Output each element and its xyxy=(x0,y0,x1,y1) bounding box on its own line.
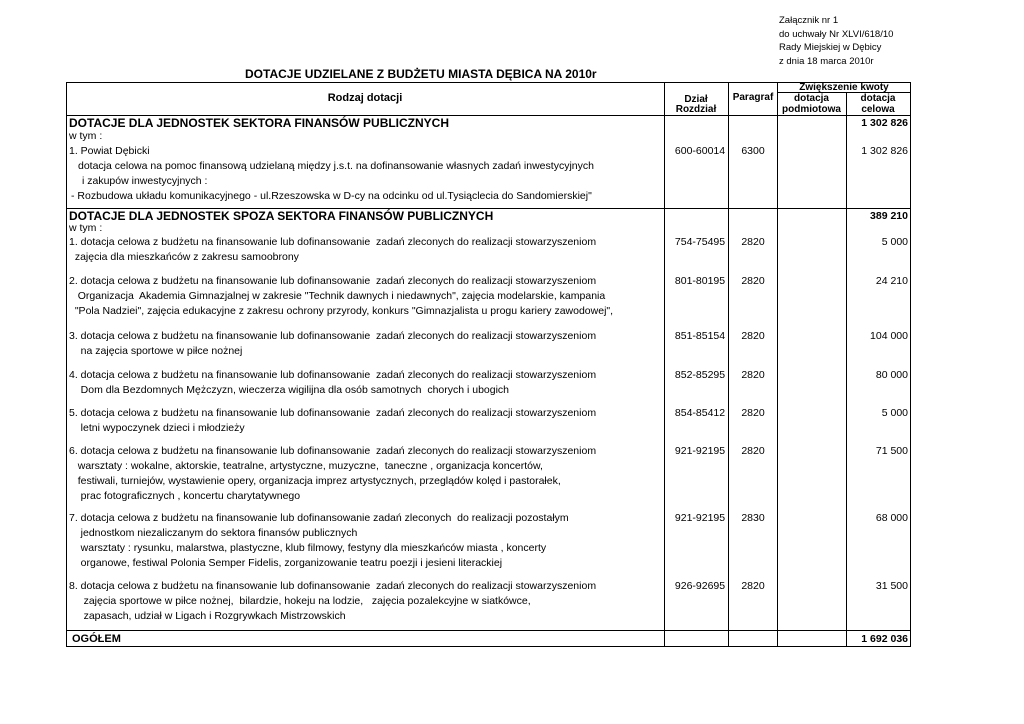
item-dzial: 852-85295 xyxy=(674,369,726,381)
col-line-4 xyxy=(846,92,847,646)
header-podmiotowa-1: dotacja xyxy=(793,93,829,104)
section1-wtym: w tym : xyxy=(69,130,103,142)
section1-title: DOTACJE DLA JEDNOSTEK SEKTORA FINANSÓW PUBLICZNYCH xyxy=(69,116,450,130)
item-paragraf: 2820 xyxy=(741,275,765,287)
item1-line3: i zakupów inwestycyjnych : xyxy=(82,175,208,187)
header-paragraf: Paragraf xyxy=(732,92,774,103)
header-celowa-2: celowa xyxy=(861,104,895,115)
annex-line-3: Rady Miejskiej w Dębicy xyxy=(779,42,882,53)
section2-total: 389 210 xyxy=(870,210,908,222)
header-zwiekszenie: Zwiększenie kwoty xyxy=(799,82,889,93)
section2-wtym: w tym : xyxy=(69,222,103,234)
section-divider-2 xyxy=(66,630,911,631)
header-rozdzial: Rozdział xyxy=(675,104,717,115)
item-line: zajęcia dla mieszkańców z zakresu samoobrony xyxy=(69,251,299,263)
item-paragraf: 2820 xyxy=(741,369,765,381)
item-paragraf: 2820 xyxy=(741,580,765,592)
item-line: "Pola Nadziei", zajęcia edukacyjne z zakresu ochrony przyrody, konkurs "Gimnazjalista u progu kariery zawodowej", xyxy=(69,305,614,317)
item-line: 5. dotacja celowa z budżetu na finansowanie lub dofinansowanie zadań zleconych do realizacji stowarzyszeniom xyxy=(69,407,597,419)
item-amount: 80 000 xyxy=(875,369,908,381)
col-line-2 xyxy=(728,82,729,646)
item-amount: 5 000 xyxy=(881,407,908,419)
header-celowa-1: dotacja xyxy=(860,93,896,104)
col-line-right xyxy=(910,82,911,646)
annex-note xyxy=(779,14,893,68)
item-line: 4. dotacja celowa z budżetu na finansowanie lub dofinansowanie zadań zleconych do realizacji stowarzyszeniom xyxy=(69,369,597,381)
document-title: DOTACJE UDZIELANE Z BUDŻETU MIASTA DĘBICA NA 2010r xyxy=(245,67,597,81)
item1-paragraf: 6300 xyxy=(741,145,765,157)
item-amount: 5 000 xyxy=(881,236,908,248)
header-podmiotowa-2: podmiotowa xyxy=(782,104,841,115)
table-bottom-border xyxy=(66,646,911,647)
item-dzial: 926-92695 xyxy=(674,580,726,592)
col-line-3 xyxy=(777,82,778,646)
item-line: na zajęcia sportowe w piłce nożnej xyxy=(69,345,243,357)
item-paragraf: 2820 xyxy=(741,407,765,419)
item-dzial: 801-80195 xyxy=(674,275,726,287)
item-amount: 71 500 xyxy=(875,445,908,457)
item1-line2: dotacja celowa na pomoc finansową udzielaną między j.s.t. na dofinansowanie własnych zadań inwestycyjnych xyxy=(78,160,594,172)
item-paragraf: 2820 xyxy=(741,445,765,457)
item-line: zapasach, udział w Ligach i Rozgrywkach Mistrzowskich xyxy=(69,610,346,622)
item-dzial: 921-92195 xyxy=(674,445,726,457)
section1-total: 1 302 826 xyxy=(861,117,908,129)
item1-line4: - Rozbudowa układu komunikacyjnego - ul.Rzeszowska w D-cy na odcinku od ul.Tysiąclecia do Sandomierskiej" xyxy=(71,190,592,202)
grand-total-amount: 1 692 036 xyxy=(861,633,908,645)
item-line: jednostkom niezaliczanym do sektora finansów publicznych xyxy=(69,527,358,539)
item-line: Dom dla Bezdomnych Mężczyzn, wieczerza wigilijna dla osób samotnych chorych i ubogich xyxy=(69,384,510,396)
item-dzial: 851-85154 xyxy=(674,330,726,342)
col-line-left xyxy=(66,82,67,646)
annex-line-1: Załącznik nr 1 xyxy=(779,15,839,26)
item-amount: 104 000 xyxy=(870,330,908,342)
item1-amount: 1 302 826 xyxy=(861,145,908,157)
item-line: 1. dotacja celowa z budżetu na finansowanie lub dofinansowanie zadań zleconych do realizacji stowarzyszeniom xyxy=(69,236,597,248)
item-line: 7. dotacja celowa z budżetu na finansowanie lub dofinansowanie zadań zleconych do realizacji pozostałym xyxy=(69,512,569,524)
annex-line-2: do uchwały Nr XLVI/618/10 xyxy=(779,28,894,40)
item-paragraf: 2820 xyxy=(741,236,765,248)
annex-line-4: z dnia 18 marca 2010r xyxy=(779,55,874,67)
item-amount: 68 000 xyxy=(875,512,908,524)
item-dzial: 921-92195 xyxy=(674,512,726,524)
col-line-1 xyxy=(664,82,665,646)
item-amount: 24 210 xyxy=(875,275,908,287)
item-paragraf: 2830 xyxy=(741,512,765,524)
header-rodzaj: Rodzaj dotacji xyxy=(327,92,403,104)
item-line: warsztaty : wokalne, aktorskie, teatralne, artystyczne, muzyczne, taneczne , organizacja koncertów, xyxy=(69,460,543,472)
item-line: Organizacja Akademia Gimnazjalnej w zakresie "Technik dawnych i niedawnych", zajęcia modelarskie, kampania xyxy=(69,290,606,302)
item-line: prac fotograficznych , koncertu charytatywnego xyxy=(69,490,301,502)
item-amount: 31 500 xyxy=(875,580,908,592)
item1-dzial: 600-60014 xyxy=(674,145,726,157)
item-dzial: 854-85412 xyxy=(674,407,726,419)
item-line: organowe, festiwal Polonia Semper Fidelis, zorganizowanie teatru poezji i jesieni literackiej xyxy=(69,557,503,569)
item-line: 6. dotacja celowa z budżetu na finansowanie lub dofinansowanie zadań zleconych do realizacji stowarzyszeniom xyxy=(69,445,597,457)
grand-total-label: OGÓŁEM xyxy=(72,633,121,645)
item-line: zajęcia sportowe w piłce nożnej, bilardzie, hokeju na lodzie, zajęcia pozalekcyjne w siatkówce, xyxy=(69,595,531,607)
item-line: 8. dotacja celowa z budżetu na finansowanie lub dofinansowanie zadań zleconych do realizacji stowarzyszeniom xyxy=(69,580,597,592)
item-line: festiwali, turniejów, wystawienie opery, organizacja imprez artystycznych, przeglądów kolęd i pastorałek, xyxy=(69,475,561,487)
item-paragraf: 2820 xyxy=(741,330,765,342)
header-dzial: Dział xyxy=(684,94,708,105)
section2-title: DOTACJE DLA JEDNOSTEK SPOZA SEKTORA FINANSÓW PUBLICZNYCH xyxy=(69,209,494,223)
item-line: 3. dotacja celowa z budżetu na finansowanie lub dofinansowanie zadań zleconych do realizacji stowarzyszeniom xyxy=(69,330,597,342)
item-line: 2. dotacja celowa z budżetu na finansowanie lub dofinansowanie zadań zleconych do realizacji stowarzyszeniom xyxy=(69,275,597,287)
item-dzial: 754-75495 xyxy=(674,236,726,248)
item1-line1: 1. Powiat Dębicki xyxy=(69,145,150,157)
item-line: warsztaty : rysunku, malarstwa, plastyczne, klub filmowy, festyny dla mieszkańców miasta , koncerty xyxy=(69,542,547,554)
item-line: letni wypoczynek dzieci i młodzieży xyxy=(69,422,245,434)
